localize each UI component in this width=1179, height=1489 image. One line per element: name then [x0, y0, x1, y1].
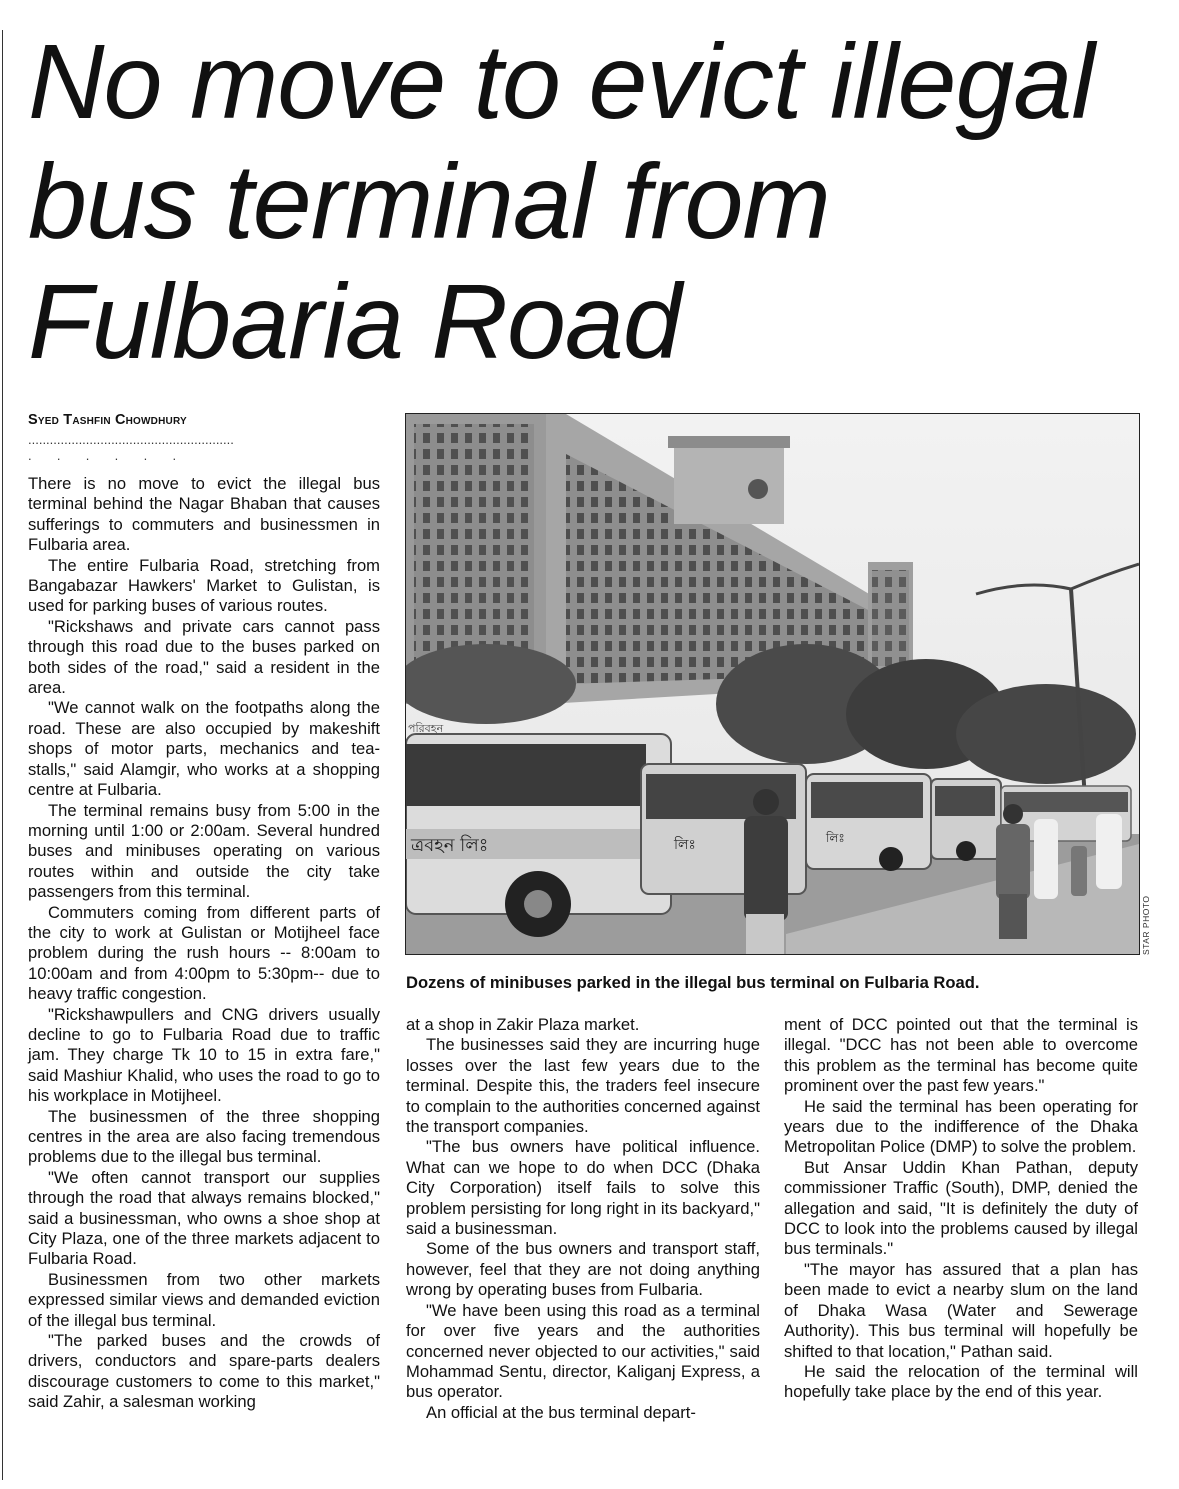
- paragraph: The businessmen of the three shopping centres in the area are also facing tremendous problems due to the illegal bus terminal.: [28, 1106, 380, 1167]
- headline-line-3: Fulbaria Road: [28, 263, 681, 381]
- bus-sign: লিঃ: [826, 831, 845, 845]
- news-photo: [405, 413, 1140, 955]
- paragraph: An official at the bus terminal depart-: [426, 1402, 696, 1422]
- bus: [406, 722, 671, 937]
- paragraph: "We cannot walk on the footpaths along the road. These are also occupied by makeshift shops of motor parts, mechanics and tea-stalls," said Alamgir, who works at a shopping centre at Fulbaria.: [28, 698, 380, 800]
- bus-sign: পরিবহন: [408, 722, 444, 735]
- bus: [806, 774, 931, 871]
- article-column-3: [784, 1015, 1138, 1403]
- paragraph: But Ansar Uddin Khan Pathan, deputy commissioner Traffic (South), DMP, denied the allegation and said, "It is definitely the duty of DCC to look into the problems caused by illegal bus terminals.": [784, 1157, 1138, 1259]
- paragraph: "We have been using this road as a terminal for over five years and the authorities concerned never objected to our activities," said Mohammad Sentu, director, Kaliganj Express, a bus operator.: [406, 1300, 760, 1402]
- paragraph: There is no move to evict the illegal bus terminal behind the Nagar Bhaban that causes sufferings to commuters and businessmen in Fulbaria area.: [28, 474, 380, 555]
- headline-line-2: bus terminal from: [28, 143, 830, 261]
- paragraph: "We often cannot transport our supplies through the road that always remains blocked," said a businessman, who owns a shoe shop at City Plaza, one of the three markets adjacent to Fulbaria Road.: [28, 1167, 380, 1269]
- photo-caption: Dozens of minibuses parked in the illegal bus terminal on Fulbaria Road.: [406, 973, 980, 992]
- paragraph: "The mayor has assured that a plan has been made to evict a nearby slum on the land of Dhaka Wasa (Water and Sewerage Authority). This bus terminal will hopefully be shifted to that location," Pathan said.: [784, 1259, 1138, 1361]
- bus: [931, 779, 1001, 861]
- headline: [28, 22, 1158, 382]
- paragraph: The businesses said they are incurring huge losses over the last few years due to the terminal. Despite this, the traders feel insecure to complain to the authorities concerned against the transport companies.: [406, 1035, 760, 1137]
- paragraph: He said the terminal has been operating for years due to the indifference of the Dhaka Metropolitan Police (DMP) to solve the problem.: [784, 1096, 1138, 1157]
- paragraph: ment of DCC pointed out that the terminal is illegal. "DCC has not been able to overcome this problem as the terminal has become quite prominent over the past few years.": [784, 1015, 1138, 1096]
- paragraph: The entire Fulbaria Road, stretching from Bangabazar Hawkers' Market to Gulistan, is used for parking buses of various routes.: [28, 555, 380, 616]
- paragraph: Commuters coming from different parts of the city to work at Gulistan or Motijheel face problem during the rush hours -- 8:00am to 10:00am and from 4:00pm to 5:30pm-- due to heavy traffic congestion.: [28, 902, 380, 1004]
- photo-credit: STAR PHOTO: [1141, 895, 1151, 955]
- column-rule: [2, 30, 3, 1480]
- bus-sign: ত্রবহন লিঃ: [411, 835, 489, 856]
- paragraph: "The bus owners have political influence. What can we hope to do when DCC (Dhaka City Corporation) itself fails to solve this problem persisting for long right in its backyard," said a businessman.: [406, 1137, 760, 1239]
- bus-sign: লিঃ: [674, 837, 696, 853]
- paragraph: "Rickshaws and private cars cannot pass through this road due to the buses parked on both sides of the road," said a resident in the area.: [28, 616, 380, 698]
- paragraph: at a shop in Zakir Plaza market.: [406, 1015, 640, 1034]
- paragraph: Businessmen from two other markets expressed similar views and demanded eviction of the illegal bus terminal.: [28, 1269, 380, 1330]
- paragraph: The terminal remains busy from 5:00 in the morning until 1:00 or 2:00am. Several hundred buses and minibuses operating on various routes within and outside the city take passengers from this terminal.: [28, 800, 380, 902]
- paragraph: He said the relocation of the terminal will hopefully take place by the end of this year.: [784, 1361, 1138, 1402]
- dotted-separator: ......................................................... . . . . . .: [28, 432, 234, 463]
- pedestrian: [996, 804, 1030, 939]
- paragraph: "Rickshawpullers and CNG drivers usually decline to go to Fulbaria Road due to traffic jam. They charge Tk 10 to 15 in extra fare," said Mashiur Khalid, who uses the road to go to his workplace in Motijheel.: [28, 1004, 380, 1106]
- paragraph: Some of the bus owners and transport staff, however, feel that they are not doing anything wrong by operating buses from Fulbaria.: [406, 1239, 760, 1300]
- article-column-2: [406, 1015, 760, 1423]
- article-column-1: [28, 474, 380, 1413]
- headline-line-1: No move to evict illegal: [28, 23, 1094, 141]
- byline: Syed Tashfin Chowdhury: [28, 412, 187, 428]
- photo-illustration: [406, 414, 1139, 954]
- paragraph: "The parked buses and the crowds of drivers, conductors and spare-parts dealers discourage customers to come to this market," said Zahir, a salesman working: [28, 1331, 380, 1412]
